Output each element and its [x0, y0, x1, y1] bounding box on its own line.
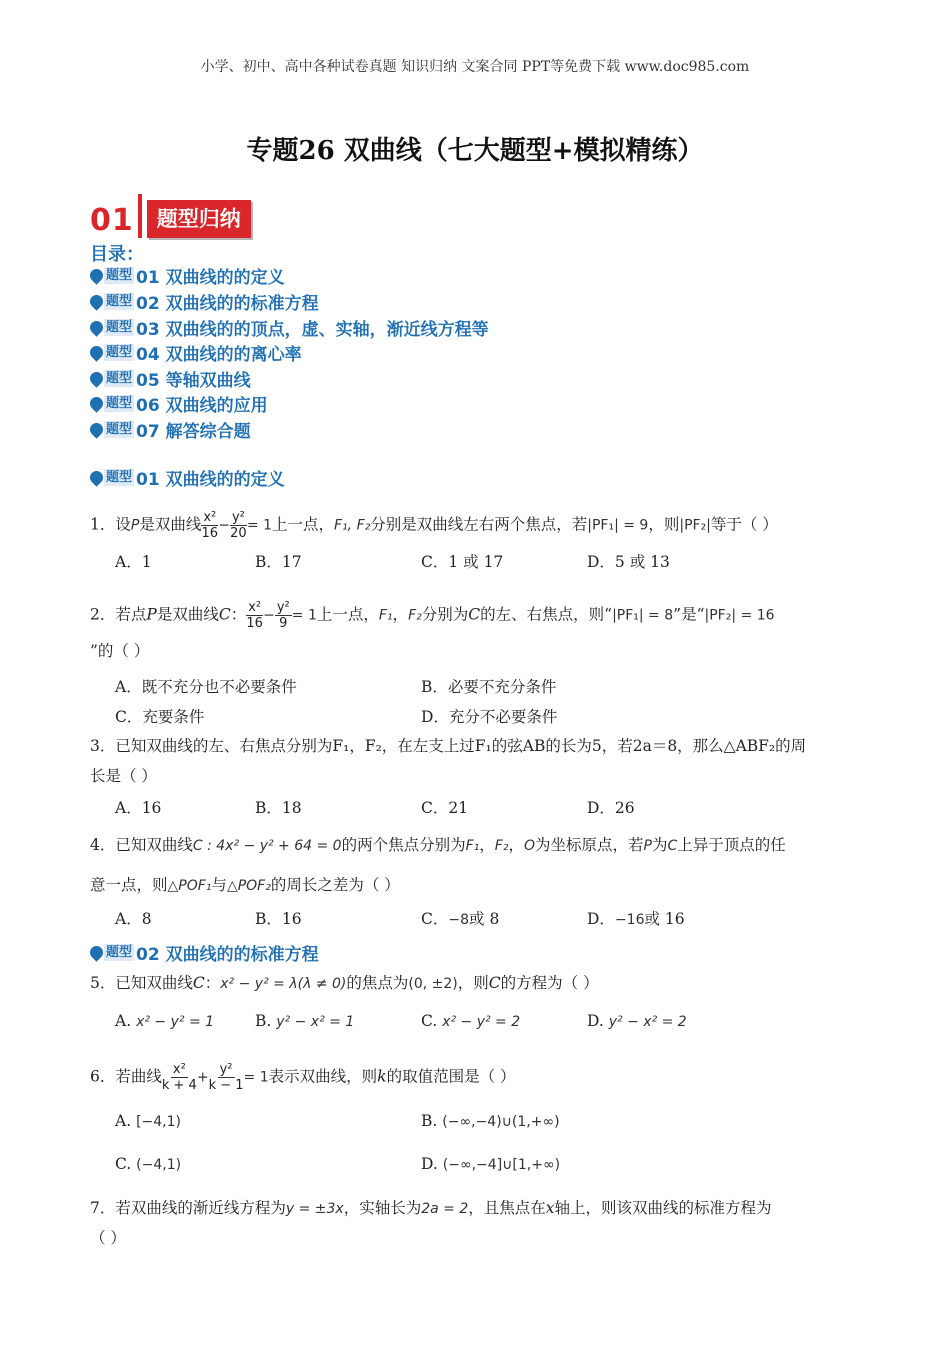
page-title: 专题26 双曲线（七大题型+模拟精练）	[246, 136, 704, 166]
fraction: $\frac{\text{y²}}{9}$	[276, 600, 290, 631]
question-3-cont: 长是（ ）	[90, 767, 157, 785]
q1-option-a[interactable]: A．1	[115, 553, 152, 571]
q4-option-c[interactable]: C．−8或 8	[421, 910, 500, 928]
question-4: 4．已知双曲线C : 4x² − y² + 64 = 0的两个焦点分别为F₁，F₂，O为坐标原点，若P为C上异于顶点的任	[90, 836, 786, 854]
q3-option-a[interactable]: A．16	[115, 799, 162, 817]
topic-tag: 题型	[90, 469, 134, 486]
q2-option-a[interactable]: A．既不充分也不必要条件	[115, 678, 297, 696]
fraction: $\frac{\text{x²}}{16}$	[246, 600, 263, 631]
q1-option-b[interactable]: B．17	[255, 553, 302, 571]
q6-option-b[interactable]: B. (−∞,−4)∪(1,+∞)	[421, 1112, 560, 1130]
toc-item-6[interactable]: 题型 06 双曲线的应用	[90, 391, 268, 415]
pin-icon	[87, 343, 105, 361]
section-heading-2: 题型 02 双曲线的的标准方程	[90, 940, 319, 964]
toc-item-7[interactable]: 题型 07 解答综合题	[90, 417, 251, 441]
pin-icon	[87, 318, 105, 336]
q1-option-d[interactable]: D．5 或 13	[587, 553, 670, 571]
q5-option-c[interactable]: C. x² − y² = 2	[421, 1012, 521, 1030]
q5-option-b[interactable]: B. y² − x² = 1	[255, 1012, 355, 1030]
badge-label: 题型归纳	[147, 200, 251, 238]
question-3: 3．已知双曲线的左、右焦点分别为F₁，F₂，在左支上过F₁的弦AB的长为5，若2a＝8，那么△ABF₂的周	[90, 737, 807, 755]
q4-option-d[interactable]: D．−16或 16	[587, 910, 685, 928]
pin-icon	[87, 468, 105, 486]
question-7: 7．若双曲线的渐近线方程为y = ±3x，实轴长为2a = 2，且焦点在x轴上，则该双曲线的标准方程为	[90, 1199, 772, 1217]
q1-option-c[interactable]: C．1 或 17	[421, 553, 504, 571]
fraction: $\frac{\text{x²}}{k + 4}$	[161, 1062, 197, 1093]
question-6: 6．若曲线 $\frac{\text{x²}}{k + 4}$ + $\frac{\text{y²}}{k - 1}$ = 1表示双曲线，则k的取值范围是（ ）	[90, 1062, 516, 1093]
q2-option-c[interactable]: C．充要条件	[115, 708, 205, 726]
topic-tag: 题型	[90, 267, 134, 284]
fraction: $\frac{\text{x²}}{16}$	[201, 510, 219, 541]
pin-icon	[87, 394, 105, 412]
badge-divider	[138, 194, 142, 238]
q3-option-d[interactable]: D．26	[587, 799, 635, 817]
q6-option-a[interactable]: A. [−4,1)	[115, 1112, 181, 1130]
toc-item-3[interactable]: 题型 03 双曲线的的顶点，虚、实轴，渐近线方程等	[90, 315, 489, 339]
section-badge	[90, 192, 251, 238]
question-1: 1．设P是双曲线 $\frac{\text{x²}}{16}$ − $\frac{\text{y²}}{20}$ = 1上一点，F₁, F₂分别是双曲线左右两个焦点，若|PF₁| = 9，则|PF₂|等于（ ）	[90, 510, 778, 541]
fraction: $\frac{\text{y²}}{k - 1}$	[208, 1062, 244, 1093]
toc-item-2[interactable]: 题型 02 双曲线的的标准方程	[90, 289, 319, 313]
toc-item-1[interactable]: 题型 01 双曲线的的定义	[90, 263, 285, 287]
topic-tag: 题型	[90, 395, 134, 412]
q3-option-c[interactable]: C．21	[421, 799, 469, 817]
q6-option-d[interactable]: D. (−∞,−4]∪[1,+∞)	[421, 1155, 561, 1173]
section-heading-1: 题型 01 双曲线的的定义	[90, 465, 285, 489]
question-4-cont: 意一点，则△POF₁与△POF₂的周长之差为（ ）	[90, 876, 400, 894]
q4-option-b[interactable]: B．16	[255, 910, 302, 928]
fraction: $\frac{\text{y²}}{20}$	[230, 510, 247, 541]
pin-icon	[87, 369, 105, 387]
q5-option-d[interactable]: D. y² − x² = 2	[587, 1012, 687, 1030]
topic-tag: 题型	[90, 370, 134, 387]
topic-tag: 题型	[90, 944, 134, 961]
question-2: 2．若点P是双曲线C： $\frac{\text{x²}}{16}$ − $\frac{\text{y²}}{9}$ = 1上一点，F₁，F₂分别为C的左、右焦点，则“|PF₁| = 8”是“|PF₂| = 16	[90, 600, 775, 631]
topic-tag: 题型	[90, 319, 134, 336]
badge-number: 01	[90, 203, 134, 238]
q4-option-a[interactable]: A．8	[115, 910, 152, 928]
topic-tag: 题型	[90, 421, 134, 438]
toc-heading: 目录：	[90, 244, 144, 265]
q6-option-c[interactable]: C. (−4,1)	[115, 1155, 182, 1173]
q2-option-d[interactable]: D．充分不必要条件	[421, 708, 558, 726]
toc-item-5[interactable]: 题型 05 等轴双曲线	[90, 366, 251, 390]
q5-option-a[interactable]: A. x² − y² = 1	[115, 1012, 215, 1030]
question-5: 5．已知双曲线C：x² − y² = λ(λ ≠ 0)的焦点为(0, ±2)，则C的方程为（ ）	[90, 974, 599, 992]
toc-item-4[interactable]: 题型 04 双曲线的的离心率	[90, 340, 302, 364]
q3-option-b[interactable]: B．18	[255, 799, 302, 817]
topic-tag: 题型	[90, 293, 134, 310]
question-7-cont: （ ）	[90, 1229, 126, 1247]
question-2-cont: ”的（ ）	[90, 642, 150, 660]
pin-icon	[87, 943, 105, 961]
topic-tag: 题型	[90, 344, 134, 361]
pin-icon	[87, 292, 105, 310]
q2-option-b[interactable]: B．必要不充分条件	[421, 678, 557, 696]
pin-icon	[87, 420, 105, 438]
pin-icon	[87, 266, 105, 284]
page-header: 小学、初中、高中各种试卷真题 知识归纳 文案合同 PPT等免费下载 www.doc985.com	[200, 59, 750, 75]
